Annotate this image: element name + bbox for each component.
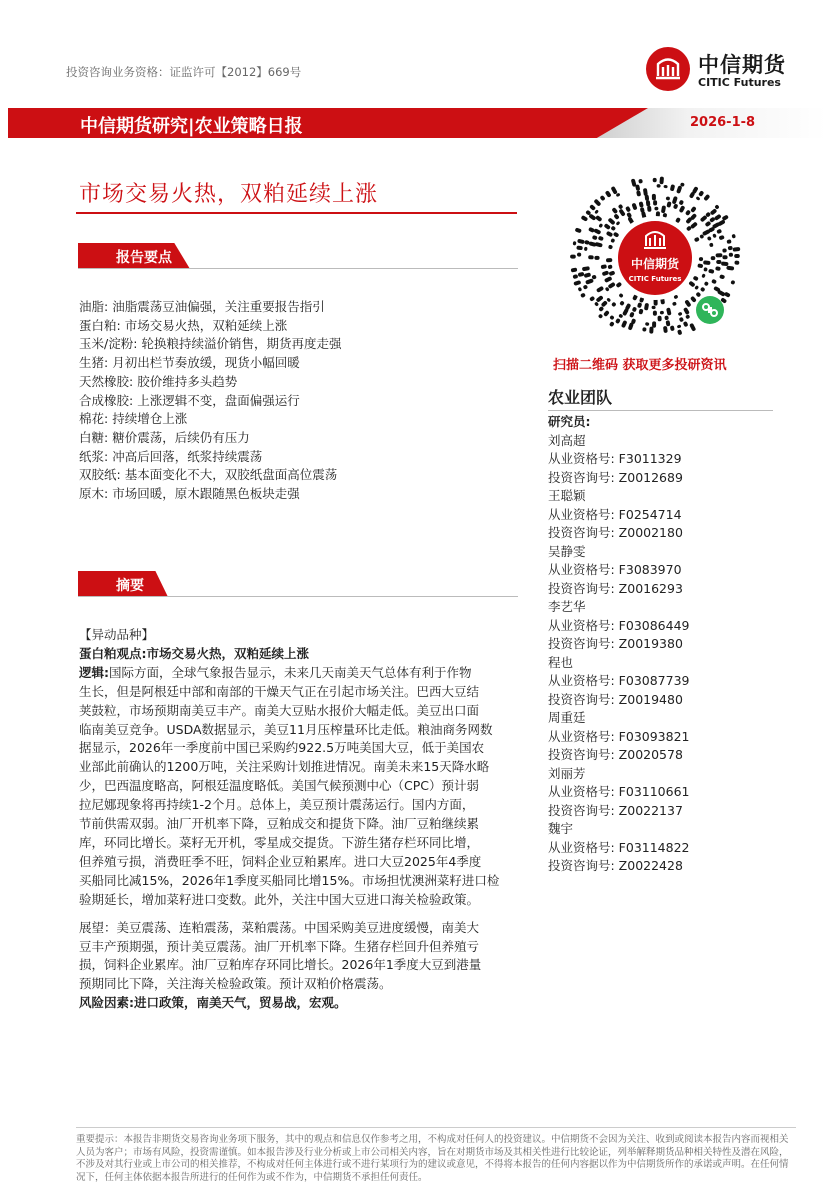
qr-dot: [654, 207, 658, 211]
qr-dot: [698, 190, 704, 197]
qr-dot: [685, 314, 690, 319]
summary-title: 摘要: [116, 578, 144, 594]
qr-dot: [652, 194, 656, 201]
qr-dot: [703, 194, 710, 201]
qr-dot: [705, 221, 712, 227]
logic-line: 生长，但是阿根廷中部和南部的干燥天气正在引起市场关注。巴西大豆结: [79, 683, 480, 699]
qr-dot: [639, 201, 644, 207]
qr-dot: [695, 292, 701, 298]
license-text: 投资咨询业务资格：证监许可【2012】669号: [66, 65, 302, 79]
member-name: 周重廷: [548, 710, 586, 725]
qr-dot: [602, 270, 610, 276]
qr-dot: [570, 255, 576, 259]
qr-dot: [631, 203, 637, 211]
member-advisory: 投资咨询号: Z0020578: [548, 747, 683, 762]
qr-dot: [676, 185, 682, 194]
logic-line: 验期延长，增加菜籽进口变数。此外，关注中国大豆进口海关检验政策。: [79, 891, 480, 907]
qr-dot: [626, 212, 632, 219]
qr-dot: [730, 280, 735, 285]
qr-dot: [649, 327, 653, 334]
qr-dot: [701, 273, 706, 278]
point-label: 油脂:: [79, 299, 109, 314]
team-title: 农业团队: [548, 388, 613, 407]
qr-dot: [703, 267, 708, 272]
qr-dot: [646, 200, 651, 207]
qr-dot: [631, 178, 637, 187]
point-label: 双胶纸:: [79, 467, 121, 483]
point-label: 纸浆:: [79, 448, 109, 464]
logic-line: 少，巴西温度略高，阿根廷温度略低。美国气候预测中心（CPC）预计弱: [79, 778, 479, 794]
point-label: 玉米/淀粉:: [79, 336, 138, 352]
qr-dot: [704, 281, 709, 286]
qr-dot: [708, 269, 714, 274]
report-headline: 市场交易火热，双粕延续上涨: [79, 182, 379, 207]
qr-dot: [689, 323, 696, 332]
qr-dot: [663, 326, 668, 333]
point-label: 白糖:: [79, 429, 109, 445]
qr-dot: [638, 308, 643, 314]
point-text: 上涨逻辑不变，盘面偏强运行: [137, 392, 300, 408]
qr-dot: [616, 221, 621, 226]
qr-dot: [657, 184, 661, 188]
list-item: [79, 298, 519, 317]
qr-dot: [644, 303, 649, 311]
qr-dot: [607, 217, 615, 225]
qr-dot: [604, 223, 611, 230]
qr-dot: [594, 301, 599, 306]
list-item: [79, 485, 519, 504]
logic-line: 但养殖亏损，消费旺季不旺，饲料企业豆粕累库。进口大豆2025年4季度: [79, 853, 482, 869]
qr-dot: [584, 240, 590, 245]
member-license: 从业资格号: F03093821: [548, 728, 690, 744]
point-text: 持续增仓上涨: [112, 411, 188, 427]
qr-dot: [652, 321, 656, 327]
key-points-list: [79, 298, 519, 504]
qr-dot: [591, 275, 596, 280]
qr-dot: [700, 287, 706, 293]
point-text: 市场交易火热，双粕延续上涨: [124, 317, 288, 333]
member-advisory: 投资咨询号: Z0022137: [548, 802, 683, 818]
title-banner: [0, 102, 826, 142]
member-license: 从业资格号: F03086449: [548, 617, 690, 633]
qr-dot: [652, 306, 656, 310]
logic-line: 节前供需双弱。油厂开机率下降，豆粕成交和提货下降。油厂豆粕继续累: [79, 816, 480, 832]
outlook-line: 豆丰产预期强，预计美豆震荡。油厂开机率下降。生猪存栏回升但养殖亏: [79, 938, 480, 954]
qr-dot: [592, 235, 598, 240]
qr-dot: [589, 204, 596, 211]
qr-dot: [608, 245, 613, 250]
qr-dot: [694, 237, 700, 243]
qr-dot: [588, 255, 594, 259]
logic-line: 买船同比减15%，2026年1季度买船同比增15%。市场担忧澳洲菜籽进口检: [79, 872, 500, 888]
headline-divider: [76, 212, 517, 214]
qr-caption: 扫描二维码 获取更多投研资讯: [553, 358, 727, 373]
list-item: [79, 354, 519, 373]
qr-dot: [715, 266, 721, 271]
qr-dot: [728, 246, 733, 251]
point-label: 蛋白粕:: [79, 317, 121, 333]
qr-dot: [615, 318, 621, 324]
summary-body: [79, 626, 519, 1013]
qr-dot: [594, 209, 599, 214]
point-text: 胶价维持多头趋势: [137, 373, 238, 389]
logic-label: 逻辑:: [79, 664, 109, 680]
qr-dot: [678, 312, 683, 317]
qr-dot: [625, 206, 631, 213]
qr-dot: [716, 253, 723, 257]
qr-dot: [703, 260, 711, 265]
qr-dot: [679, 317, 684, 323]
qr-dot: [575, 227, 582, 233]
key-points-title: 报告要点: [116, 250, 172, 266]
qr-dot: [716, 229, 722, 235]
logic-line: [79, 664, 519, 683]
qr-dot: [670, 325, 675, 331]
qr-dot: [712, 233, 717, 238]
qr-dot: [677, 329, 682, 335]
qr-center-cn: 中信期货: [630, 257, 680, 271]
banner-title: 中信期货研究|农业策略日报: [80, 116, 303, 137]
qr-dot: [601, 300, 608, 307]
summary-header: [78, 571, 518, 597]
logic-line: 临南美豆竞争。USDA数据显示，美豆11月压榨量环比走低。粮油商务网数: [79, 721, 493, 737]
member-license: 从业资格号: F3011329: [548, 451, 682, 466]
point-label: 天然橡胶:: [79, 373, 134, 389]
qr-dot: [609, 315, 615, 320]
qr-dot: [670, 184, 675, 191]
qr-dot: [683, 321, 689, 327]
qr-dot: [580, 292, 586, 298]
qr-dot: [722, 255, 727, 259]
key-points-divider: [78, 268, 518, 269]
footer-divider: [76, 1127, 796, 1128]
team-panel: [548, 387, 778, 876]
qr-dot: [578, 272, 585, 277]
qr-dot: [584, 247, 588, 251]
qr-dot: [598, 306, 604, 312]
list-item: [79, 410, 519, 429]
qr-dot: [693, 275, 699, 281]
list-item: [79, 448, 519, 467]
summary-divider: [78, 596, 518, 597]
qr-dot: [571, 268, 578, 273]
qr-dot: [618, 208, 625, 216]
member-license: 从业资格号: F3083970: [548, 562, 682, 577]
member-advisory: 投资咨询号: Z0019380: [548, 636, 683, 651]
list-item: [79, 392, 519, 411]
outlook-line: 展望：美豆震荡、连粕震荡，菜粕震荡。中国采购美豆进度缓慢，南美大: [79, 919, 480, 935]
risk-line: [79, 994, 519, 1013]
qr-code[interactable]: [560, 170, 750, 350]
qr-dot: [593, 199, 601, 207]
logo-chinese-name: 中信期货: [698, 53, 786, 77]
qr-dot: [589, 296, 595, 302]
qr-dot: [606, 297, 611, 302]
qr-center-en: CITIC Futures: [628, 275, 682, 283]
point-text: 月初出栏节奏放缓，现货小幅回暖: [112, 355, 300, 371]
qr-dot: [666, 196, 671, 200]
qr-dot: [690, 296, 697, 303]
citic-logo: [644, 45, 804, 95]
qr-dot: [599, 195, 605, 201]
qr-dot: [659, 176, 664, 184]
outlook-line: 损，饲料企业累库。油厂豆粕库存环同比增长。2026年1季度大豆到港量: [79, 957, 482, 973]
view-text: 市场交易火热，双粕延续上涨: [146, 645, 310, 661]
outlook-line: 预期同比下降，关注海关检验政策。预计双粕价格震荡。: [79, 976, 392, 992]
qr-dot: [608, 282, 616, 289]
point-label: 原木:: [79, 486, 109, 502]
member-license: 从业资格号: F03110661: [548, 784, 690, 799]
view-line: [79, 645, 519, 664]
mini-program-icon: [696, 296, 724, 324]
qr-dot: [719, 274, 725, 279]
qr-dot: [690, 206, 697, 213]
qr-dot: [596, 286, 604, 293]
risk-label: 风险因素:: [79, 995, 134, 1011]
qr-dot: [618, 204, 624, 210]
qr-dot: [583, 284, 588, 289]
qr-dot: [672, 196, 678, 205]
qr-dot: [608, 264, 613, 269]
qr-dot: [734, 261, 739, 265]
qr-dot: [610, 225, 616, 231]
member-advisory: 投资咨询号: Z0019480: [548, 691, 683, 707]
qr-dot: [643, 188, 648, 196]
member-name: 刘丽芳: [548, 765, 586, 781]
qr-dot: [642, 327, 647, 332]
qr-dot: [707, 236, 712, 241]
qr-dot: [613, 213, 619, 220]
qr-dot: [629, 312, 635, 318]
member-name: 魏宇: [548, 821, 574, 836]
qr-dot: [606, 231, 614, 238]
qr-dot: [610, 238, 615, 243]
qr-dot: [619, 300, 625, 306]
list-item: [79, 317, 519, 336]
qr-dot: [660, 311, 664, 315]
citic-logo-icon: [644, 45, 692, 93]
qr-dot: [657, 316, 661, 322]
qr-dot: [611, 207, 618, 214]
logic-line: 库，环同比增长。菜籽无开机，零星成交提货。下游生猪存栏环同比增，: [79, 834, 480, 850]
qr-dot: [577, 252, 581, 256]
qr-dot: [632, 307, 637, 313]
member-license: 从业资格号: F03087739: [548, 673, 690, 688]
member-advisory: 投资咨询号: Z0012689: [548, 469, 683, 485]
qr-dot: [714, 214, 722, 221]
qr-dot: [585, 278, 594, 284]
logic-line: 拉尼娜现象将再持续1-2个月。总体上，美豆预计震荡运行。国内方面，: [79, 797, 475, 813]
qr-dot: [716, 260, 721, 264]
qr-dot: [605, 190, 612, 198]
logic-line: 业部此前确认的1200万吨，关注采购计划推进情况。南美未来15天降水略: [79, 759, 490, 775]
member-license: 从业资格号: F03114822: [548, 839, 690, 855]
qr-dot: [637, 302, 642, 308]
qr-dot: [653, 311, 657, 316]
member-name: 程也: [548, 654, 574, 670]
risk-text: 进口政策，南美天气，贸易战，宏观。: [134, 995, 347, 1011]
qr-dot: [594, 256, 599, 260]
qr-dot: [679, 200, 685, 206]
qr-dot: [581, 215, 589, 222]
logic-line: 荚鼓粒，市场预期南美豆丰产。南美大豆贴水报价大幅走低。美豆出口面: [79, 702, 480, 718]
member-name: 李艺华: [548, 599, 586, 614]
team-divider: [548, 410, 773, 411]
qr-dot: [573, 241, 577, 246]
report-date: 2026-1-8: [690, 115, 756, 130]
qr-dot: [699, 257, 703, 261]
qr-dot: [710, 208, 718, 215]
qr-dot: [618, 293, 623, 298]
qr-dot: [683, 307, 690, 315]
qr-dot: [731, 234, 736, 239]
member-name: 刘高超: [548, 432, 586, 448]
qr-dot: [711, 279, 717, 285]
qr-dot: [621, 320, 628, 328]
qr-dot: [726, 266, 734, 271]
member-advisory: 投资咨询号: Z0002180: [548, 525, 683, 540]
qr-dot: [711, 256, 716, 260]
list-item: [79, 429, 519, 448]
qr-dot: [573, 274, 579, 279]
qr-dot: [593, 228, 601, 235]
qr-dot: [721, 261, 729, 266]
qr-dot: [598, 313, 604, 319]
qr-dot: [577, 239, 585, 245]
qr-dot: [578, 287, 583, 292]
qr-dot: [666, 201, 671, 208]
qr-dot: [603, 310, 610, 317]
qr-dot: [588, 227, 595, 233]
qr-dot: [636, 190, 641, 196]
qr-dot: [719, 235, 725, 240]
qr-dot: [677, 324, 682, 328]
point-text: 基本面变化不大，双胶纸盘面高位震荡: [124, 467, 338, 483]
qr-dot: [697, 263, 703, 268]
qr-dot: [729, 253, 733, 257]
qr-dot: [664, 315, 669, 320]
disclaimer-text: 重要提示：本报告非期货交易咨询业务项下服务，其中的观点和信息仅作参考之用，不构成对任何人的投资建议。中信期货不会因为关注、收到或阅读本报告内容而视相关人员为客户；市场有风险，投资需谨慎。如本报告涉及行业分析或上市公司相关内容，旨在对期货市场及其相关性进行比较论证，列举解释期货品种相关特性及潜在风险，不涉及对其行业或上市公司的相关推荐，不构成对任何主体进行或不进行某项行为的建议或意见，不得将本报告的任何内容据以作为中信期货所作的承诺或声明。在任何情况下，任何主体依据本报告所进行的任何作为或不作为，中信期货不承担任何责任。: [76, 1134, 789, 1183]
qr-dot: [653, 200, 657, 205]
point-text: 糖价震荡，后续仍有压力: [112, 429, 250, 445]
point-label: 生猪:: [79, 355, 109, 371]
qr-dot: [613, 232, 620, 238]
qr-dot: [638, 179, 643, 184]
qr-dot: [694, 285, 699, 290]
qr-dot: [653, 178, 657, 182]
qr-dot: [666, 320, 671, 326]
summary-tag: 【异动品种】: [79, 627, 155, 642]
qr-dot: [663, 185, 667, 189]
view-label: 蛋白粕观点:: [79, 645, 147, 661]
qr-dot: [582, 266, 590, 271]
qr-dot: [673, 203, 679, 209]
qr-dot: [573, 280, 581, 286]
qr-dot: [679, 205, 686, 213]
logic-line: 据显示，2026年一季度前中国已采购约922.5万吨美国大豆，低于美国农: [79, 740, 485, 756]
point-label: 棉花:: [79, 411, 109, 427]
member-name: 王聪颖: [548, 488, 586, 503]
qr-dot: [604, 276, 613, 283]
qr-dot: [595, 295, 603, 303]
qr-dot: [645, 322, 649, 326]
qr-dot: [601, 264, 607, 269]
qr-dot: [714, 204, 719, 210]
point-text: 市场回暖，原木跟随黑色板块走强: [112, 486, 300, 502]
list-item: [79, 335, 519, 354]
list-item: [79, 466, 519, 485]
qr-dot: [666, 307, 672, 315]
logo-english-name: CITIC Futures: [698, 76, 781, 89]
qr-dot: [696, 196, 701, 201]
qr-dot: [661, 205, 666, 213]
qr-dot: [618, 313, 623, 318]
qr-dot: [733, 247, 741, 252]
qr-dot: [598, 236, 604, 242]
qr-dot: [584, 272, 592, 278]
qr-dot: [709, 242, 714, 247]
member-license: 从业资格号: F0254714: [548, 506, 682, 522]
member-advisory: 投资咨询号: Z0016293: [548, 580, 683, 596]
team-subtitle: 研究员:: [548, 414, 591, 429]
qr-dot: [722, 248, 727, 252]
qr-dot: [611, 186, 618, 195]
point-label: 合成橡胶:: [79, 392, 134, 408]
qr-dot: [672, 301, 677, 306]
qr-dot: [608, 270, 615, 276]
list-item: [79, 373, 519, 392]
qr-dot: [724, 292, 731, 298]
qr-dot: [684, 299, 691, 307]
qr-dot: [598, 223, 603, 228]
point-text: 油脂震荡豆油偏强，关注重要报告指引: [112, 299, 325, 314]
logic-text: 国际方面，全球气象报告显示，未来几天南美天气总体有利于作物: [109, 664, 472, 680]
member-name: 吴静雯: [548, 543, 586, 559]
qr-dot: [595, 215, 603, 222]
member-advisory: 投资咨询号: Z0022428: [548, 858, 683, 873]
qr-dot: [734, 254, 740, 258]
qr-dot: [611, 302, 617, 308]
key-points-header: [78, 243, 518, 269]
qr-dot: [609, 321, 615, 327]
qr-dot: [576, 245, 583, 250]
point-text: 冲高后回落，纸浆持续震荡: [112, 448, 263, 464]
qr-dot: [685, 209, 691, 216]
point-text: 轮换粮持续溢价销售，期货再度走强: [141, 336, 342, 352]
qr-dot: [726, 239, 731, 244]
qr-dot: [589, 241, 597, 247]
qr-dot: [647, 206, 652, 212]
qr-dot: [606, 258, 613, 262]
